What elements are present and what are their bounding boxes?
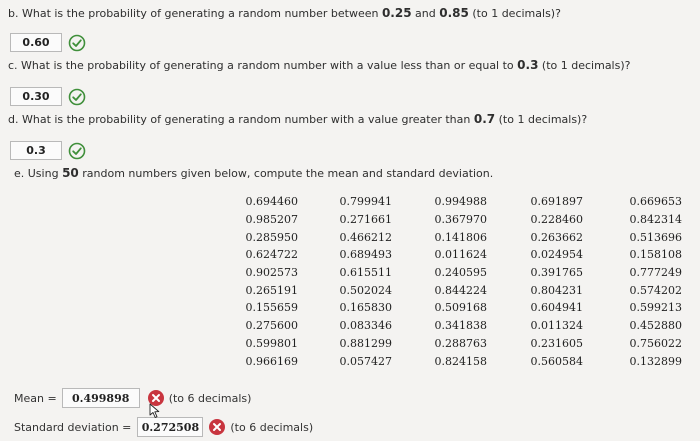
table-cell: 0.513696 bbox=[629, 230, 682, 244]
answer-c-row bbox=[10, 87, 86, 106]
table-row bbox=[230, 193, 682, 211]
table-cell: 0.275600 bbox=[245, 319, 298, 333]
question-d bbox=[8, 112, 587, 126]
table-cell: 0.624722 bbox=[245, 248, 298, 262]
std-label: Standard deviation = bbox=[14, 420, 132, 434]
table-cell: 0.994988 bbox=[434, 195, 487, 209]
question-d-value: 0.7 bbox=[473, 112, 496, 126]
check-icon bbox=[68, 142, 86, 160]
table-cell: 0.669653 bbox=[629, 195, 682, 209]
question-e-count: 50 bbox=[62, 166, 79, 180]
table-cell: 0.132899 bbox=[629, 354, 682, 368]
std-precision-note: (to 6 decimals) bbox=[230, 420, 314, 434]
table-cell: 0.966169 bbox=[245, 354, 298, 368]
question-e-text: e. Using bbox=[14, 167, 63, 180]
question-c bbox=[8, 58, 630, 72]
table-cell: 0.240595 bbox=[434, 266, 487, 280]
table-cell: 0.228460 bbox=[530, 213, 583, 227]
answer-c-input[interactable]: 0.30 bbox=[10, 87, 62, 106]
table-cell: 0.391765 bbox=[530, 266, 583, 280]
table-cell: 0.574202 bbox=[629, 283, 682, 297]
table-cell: 0.881299 bbox=[339, 336, 392, 350]
table-cell: 0.804231 bbox=[530, 283, 583, 297]
table-row bbox=[230, 335, 682, 353]
mean-input[interactable]: 0.499898 bbox=[62, 388, 140, 408]
table-cell: 0.842314 bbox=[629, 213, 682, 227]
table-cell: 0.777249 bbox=[629, 266, 682, 280]
table-cell: 0.985207 bbox=[245, 213, 298, 227]
table-row bbox=[230, 211, 682, 229]
table-cell: 0.691897 bbox=[530, 195, 583, 209]
table-cell: 0.011624 bbox=[434, 248, 487, 262]
question-b-text: b. What is the probability of generating a random number between bbox=[8, 7, 382, 20]
mouse-cursor-icon bbox=[149, 403, 161, 419]
std-row bbox=[14, 417, 313, 437]
question-d-text: d. What is the probability of generating a random number with a value greater than bbox=[8, 113, 474, 126]
answer-d-row bbox=[10, 141, 86, 160]
question-e bbox=[14, 166, 493, 180]
std-input[interactable]: 0.272508 bbox=[137, 417, 203, 437]
question-b bbox=[8, 6, 561, 20]
table-cell: 0.799941 bbox=[339, 195, 392, 209]
question-b-lower: 0.25 bbox=[381, 6, 412, 20]
table-cell: 0.285950 bbox=[245, 230, 298, 244]
mean-row bbox=[14, 388, 251, 408]
table-cell: 0.844224 bbox=[434, 283, 487, 297]
question-b-suffix: (to 1 decimals)? bbox=[468, 7, 561, 20]
table-cell: 0.502024 bbox=[339, 283, 392, 297]
table-row bbox=[230, 281, 682, 299]
table-cell: 0.689493 bbox=[339, 248, 392, 262]
table-cell: 0.231605 bbox=[530, 336, 583, 350]
question-d-suffix: (to 1 decimals)? bbox=[495, 113, 588, 126]
table-cell: 0.599213 bbox=[629, 301, 682, 315]
answer-b-input[interactable]: 0.60 bbox=[10, 33, 62, 52]
check-icon bbox=[68, 34, 86, 52]
table-row bbox=[230, 264, 682, 282]
x-icon bbox=[208, 418, 226, 436]
question-b-upper: 0.85 bbox=[439, 6, 469, 20]
table-cell: 0.165830 bbox=[339, 301, 392, 315]
table-cell: 0.265191 bbox=[245, 283, 298, 297]
check-icon bbox=[68, 88, 86, 106]
table-cell: 0.367970 bbox=[434, 213, 487, 227]
table-cell: 0.341838 bbox=[434, 319, 487, 333]
table-cell: 0.824158 bbox=[434, 354, 487, 368]
table-row bbox=[230, 228, 682, 246]
table-cell: 0.615511 bbox=[339, 266, 392, 280]
table-cell: 0.560584 bbox=[530, 354, 583, 368]
table-cell: 0.155659 bbox=[245, 301, 298, 315]
mean-precision-note: (to 6 decimals) bbox=[168, 391, 252, 405]
answer-b-row bbox=[10, 33, 86, 52]
table-cell: 0.288763 bbox=[434, 336, 487, 350]
table-row bbox=[230, 317, 682, 335]
table-row bbox=[230, 299, 682, 317]
question-c-suffix: (to 1 decimals)? bbox=[538, 59, 631, 72]
table-cell: 0.604941 bbox=[530, 301, 583, 315]
mean-label: Mean = bbox=[14, 391, 57, 405]
question-c-value: 0.3 bbox=[517, 58, 539, 72]
table-cell: 0.083346 bbox=[339, 319, 392, 333]
table-cell: 0.902573 bbox=[245, 266, 298, 280]
table-cell: 0.694460 bbox=[245, 195, 298, 209]
table-cell: 0.271661 bbox=[339, 213, 392, 227]
table-row bbox=[230, 352, 682, 370]
table-cell: 0.466212 bbox=[339, 230, 392, 244]
table-cell: 0.011324 bbox=[530, 319, 583, 333]
table-cell: 0.158108 bbox=[629, 248, 682, 262]
table-row bbox=[230, 246, 682, 264]
table-cell: 0.024954 bbox=[530, 248, 583, 262]
question-e-suffix: random numbers given below, compute the mean and standard deviation. bbox=[78, 167, 494, 180]
table-cell: 0.141806 bbox=[434, 230, 487, 244]
question-c-text: c. What is the probability of generating a random number with a value less than or equal to bbox=[8, 59, 518, 72]
random-numbers-table bbox=[230, 193, 682, 370]
question-b-and: and bbox=[411, 7, 440, 20]
table-cell: 0.509168 bbox=[434, 301, 487, 315]
table-cell: 0.263662 bbox=[530, 230, 583, 244]
table-cell: 0.756022 bbox=[629, 336, 682, 350]
table-cell: 0.599801 bbox=[245, 336, 298, 350]
answer-d-input[interactable]: 0.3 bbox=[10, 141, 62, 160]
table-cell: 0.057427 bbox=[339, 354, 392, 368]
table-cell: 0.452880 bbox=[629, 319, 682, 333]
